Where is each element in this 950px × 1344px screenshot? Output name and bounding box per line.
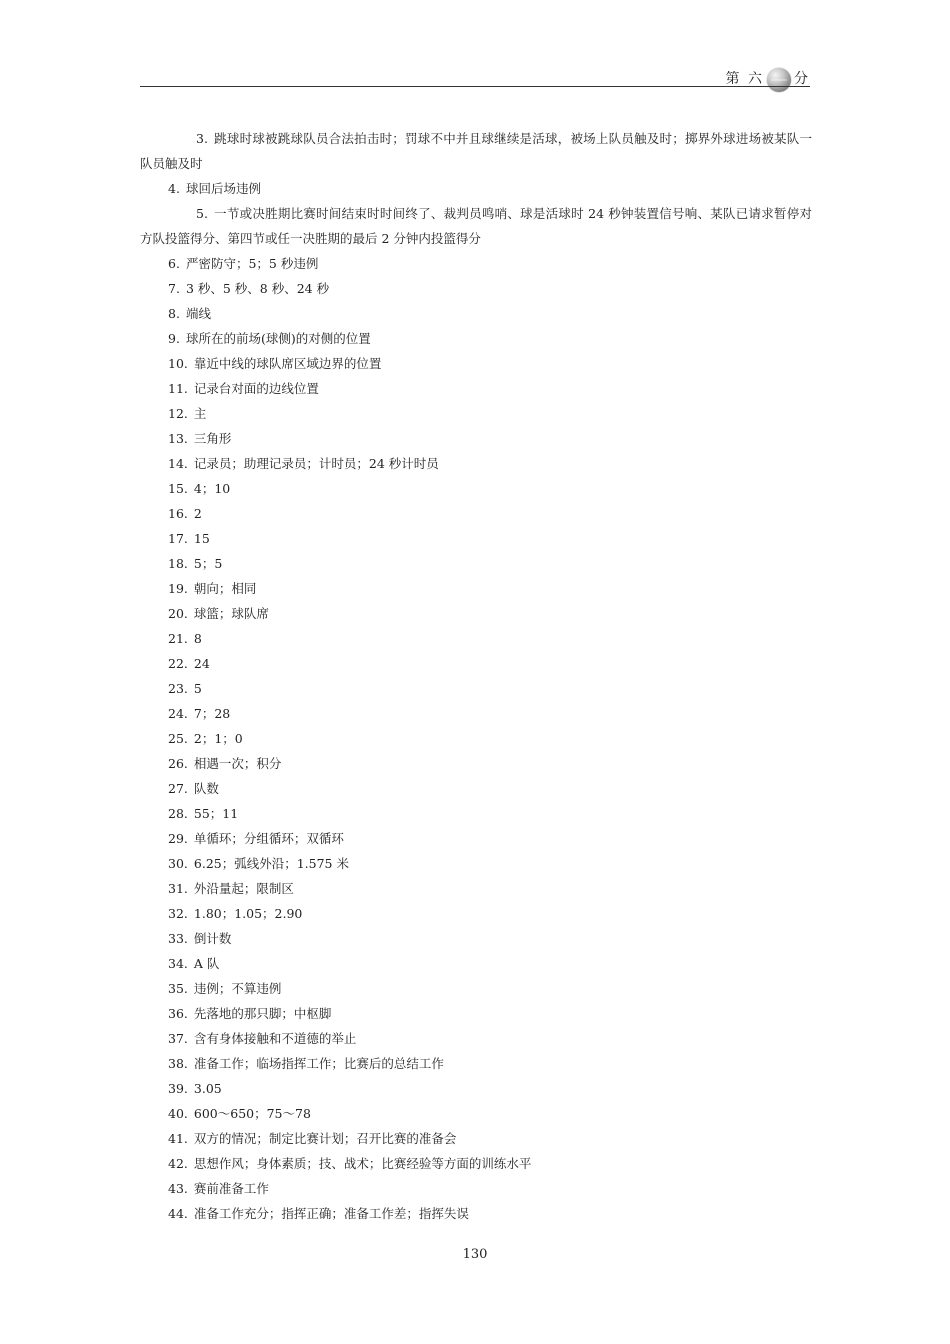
answer-text: 5；5	[193, 556, 223, 571]
answer-item	[140, 476, 812, 501]
answer-item	[140, 176, 812, 201]
answer-item	[140, 776, 812, 801]
answer-text: 24	[193, 656, 210, 671]
answer-text: 8	[193, 631, 202, 646]
answer-text: 靠近中线的球队席区域边界的位置	[193, 356, 382, 371]
answer-item	[140, 651, 812, 676]
answer-number: 38.	[168, 1056, 188, 1071]
answer-text: 含有身体接触和不道德的举止	[193, 1031, 357, 1046]
answer-item	[140, 701, 812, 726]
answer-text: 球回后场违例	[185, 181, 261, 196]
answer-text: 相遇一次；积分	[193, 756, 282, 771]
answer-item	[140, 576, 812, 601]
answer-number: 3.	[196, 131, 208, 146]
answer-item	[140, 1001, 812, 1026]
answer-text: 外沿量起；限制区	[193, 881, 294, 896]
answer-text: 3 秒、5 秒、8 秒、24 秒	[185, 281, 330, 296]
answer-item	[140, 601, 812, 626]
answer-number: 42.	[168, 1156, 188, 1171]
answer-text: 600～650；75～78	[193, 1106, 311, 1121]
answer-item	[140, 801, 812, 826]
answer-number: 26.	[168, 756, 188, 771]
answer-number: 35.	[168, 981, 188, 996]
answer-text: 记录台对面的边线位置	[193, 381, 319, 396]
answer-number: 39.	[168, 1081, 188, 1096]
answer-text: 4；10	[193, 481, 231, 496]
answer-item	[140, 526, 812, 551]
answer-text: 端线	[185, 306, 211, 321]
answer-number: 22.	[168, 656, 188, 671]
answer-number: 27.	[168, 781, 188, 796]
answer-item	[140, 1176, 812, 1201]
answer-item	[140, 901, 812, 926]
answer-item	[140, 1151, 812, 1176]
answer-text: 准备工作；临场指挥工作；比赛后的总结工作	[193, 1056, 444, 1071]
answer-item	[140, 926, 812, 951]
answer-text: 倒计数	[193, 931, 232, 946]
answer-item	[140, 751, 812, 776]
header-title-right: 分	[794, 71, 810, 87]
answer-item	[140, 1101, 812, 1126]
answer-text: 思想作风；身体素质；技、战术；比赛经验等方面的训练水平	[193, 1156, 532, 1171]
answer-number: 6.	[168, 256, 180, 271]
answer-number: 14.	[168, 456, 188, 471]
answer-text: 准备工作充分；指挥正确；准备工作差；指挥失误	[193, 1206, 469, 1221]
answer-item	[140, 676, 812, 701]
answer-number: 36.	[168, 1006, 188, 1021]
answer-item	[140, 301, 812, 326]
answer-item	[140, 351, 812, 376]
answer-number: 4.	[168, 181, 180, 196]
answer-text: 朝向；相同	[193, 581, 257, 596]
answer-number: 40.	[168, 1106, 188, 1121]
answer-text: 球所在的前场(球侧)的对侧的位置	[185, 331, 371, 346]
answer-number: 20.	[168, 606, 188, 621]
answer-number: 33.	[168, 931, 188, 946]
answer-text: 1.80；1.05；2.90	[193, 906, 303, 921]
answer-item	[140, 126, 812, 176]
answer-number: 29.	[168, 831, 188, 846]
answer-item	[140, 426, 812, 451]
answer-number: 11.	[168, 381, 188, 396]
answer-item	[140, 826, 812, 851]
answer-item	[140, 726, 812, 751]
answer-item	[140, 326, 812, 351]
answer-text: 2；1；0	[193, 731, 243, 746]
ball-icon	[767, 68, 791, 92]
answer-text: 三角形	[193, 431, 232, 446]
answer-text: 15	[193, 531, 210, 546]
answer-item	[140, 951, 812, 976]
answer-item	[140, 976, 812, 1001]
page-number: 130	[462, 1247, 488, 1262]
answer-number: 44.	[168, 1206, 188, 1221]
answer-item	[140, 551, 812, 576]
answer-item	[140, 1026, 812, 1051]
answer-item	[140, 276, 812, 301]
answer-item	[140, 1051, 812, 1076]
answer-text: 2	[193, 506, 202, 521]
answer-item	[140, 501, 812, 526]
answer-number: 13.	[168, 431, 188, 446]
answer-number: 17.	[168, 531, 188, 546]
answer-item	[140, 1126, 812, 1151]
answer-number: 30.	[168, 856, 188, 871]
answer-item	[140, 1201, 812, 1226]
answer-text: 一节或决胜期比赛时间结束时时间终了、裁判员鸣哨、球是活球时 24 秒钟装置信号响、某队已请求暂停对方队投篮得分、第四节或任一决胜期的最后 2 分钟内投篮得分	[140, 206, 812, 246]
answer-text: 赛前准备工作	[193, 1181, 269, 1196]
answer-text: 先落地的那只脚；中枢脚	[193, 1006, 332, 1021]
answer-number: 25.	[168, 731, 188, 746]
answer-number: 32.	[168, 906, 188, 921]
answer-number: 19.	[168, 581, 188, 596]
answer-text: 55；11	[193, 806, 239, 821]
answer-number: 7.	[168, 281, 180, 296]
answer-text: 7；28	[193, 706, 231, 721]
answer-item	[140, 201, 812, 251]
answer-item	[140, 851, 812, 876]
answer-text: 5	[193, 681, 202, 696]
answer-number: 34.	[168, 956, 188, 971]
answer-text: 主	[193, 406, 207, 421]
answer-item	[140, 251, 812, 276]
answer-number: 15.	[168, 481, 188, 496]
answer-number: 23.	[168, 681, 188, 696]
answer-text: 跳球时球被跳球队员合法拍击时；罚球不中并且球继续是活球，被场上队员触及时；掷界外球进场被某队一队员触及时	[140, 131, 812, 171]
answer-item	[140, 626, 812, 651]
answer-number: 5.	[196, 206, 208, 221]
answer-number: 9.	[168, 331, 180, 346]
answer-number: 24.	[168, 706, 188, 721]
answer-list	[140, 126, 812, 1226]
answer-text: 6.25；弧线外沿；1.575 米	[193, 856, 349, 871]
answer-text: 违例；不算违例	[193, 981, 282, 996]
answer-number: 8.	[168, 306, 180, 321]
answer-item	[140, 451, 812, 476]
header-rule	[140, 86, 810, 87]
answer-number: 21.	[168, 631, 188, 646]
answer-number: 10.	[168, 356, 188, 371]
answer-number: 37.	[168, 1031, 188, 1046]
running-header	[140, 62, 810, 90]
answer-text: 单循环；分组循环；双循环	[193, 831, 344, 846]
answer-text: 双方的情况；制定比赛计划；召开比赛的准备会	[193, 1131, 457, 1146]
answer-number: 28.	[168, 806, 188, 821]
answer-item	[140, 376, 812, 401]
answer-item	[140, 876, 812, 901]
answer-item	[140, 401, 812, 426]
answer-text: 严密防守；5；5 秒违例	[185, 256, 319, 271]
answer-number: 12.	[168, 406, 188, 421]
answer-number: 16.	[168, 506, 188, 521]
answer-number: 43.	[168, 1181, 188, 1196]
answer-number: 41.	[168, 1131, 188, 1146]
answer-text: 3.05	[193, 1081, 222, 1096]
answer-text: 队数	[193, 781, 219, 796]
answer-number: 31.	[168, 881, 188, 896]
header-title-left: 第 六	[725, 71, 764, 87]
answer-number: 18.	[168, 556, 188, 571]
answer-text: 记录员；助理记录员；计时员；24 秒计时员	[193, 456, 439, 471]
answer-text: 球篮；球队席	[193, 606, 269, 621]
answer-text: A 队	[193, 956, 220, 971]
answer-item	[140, 1076, 812, 1101]
